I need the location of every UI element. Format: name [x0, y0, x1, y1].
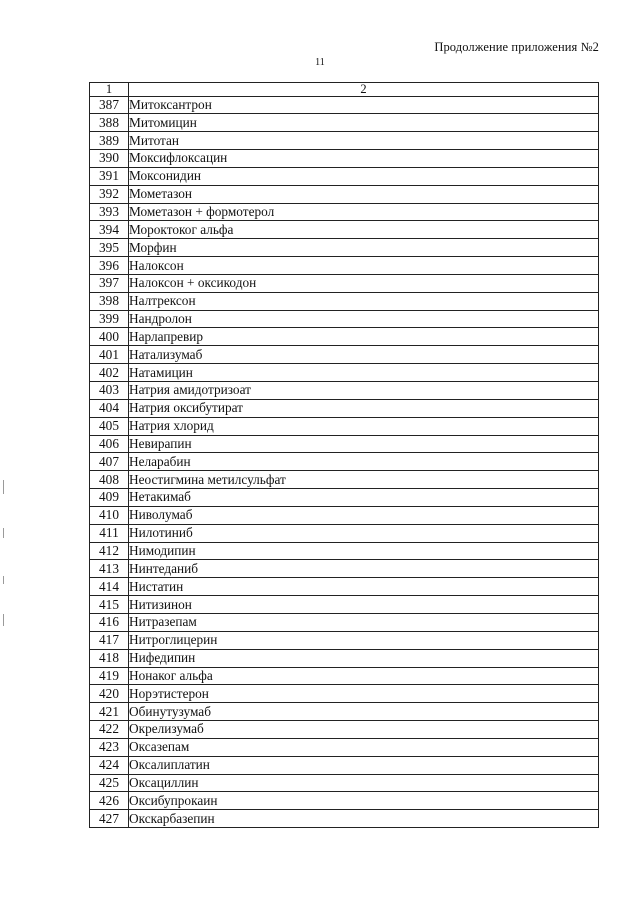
drug-name: Митомицин	[129, 114, 599, 132]
row-number: 407	[90, 453, 129, 471]
column-header-name: 2	[129, 83, 599, 97]
drug-name: Налоксон	[129, 257, 599, 275]
row-number: 401	[90, 346, 129, 364]
table-row	[90, 703, 599, 721]
drug-name: Натализумаб	[129, 346, 599, 364]
drug-name: Неларабин	[129, 453, 599, 471]
row-number: 411	[90, 524, 129, 542]
row-number: 427	[90, 810, 129, 828]
row-number: 389	[90, 132, 129, 150]
row-number: 404	[90, 399, 129, 417]
drug-name: Митоксантрон	[129, 96, 599, 114]
row-number: 400	[90, 328, 129, 346]
drug-name: Митотан	[129, 132, 599, 150]
drug-name: Нилотиниб	[129, 524, 599, 542]
drug-name: Натрия оксибутират	[129, 399, 599, 417]
drug-name: Нитроглицерин	[129, 631, 599, 649]
table-row	[90, 435, 599, 453]
table-row	[90, 792, 599, 810]
row-number: 405	[90, 417, 129, 435]
row-number: 417	[90, 631, 129, 649]
drug-name: Окскарбазепин	[129, 810, 599, 828]
row-number: 418	[90, 649, 129, 667]
row-number: 403	[90, 382, 129, 400]
row-number: 419	[90, 667, 129, 685]
drug-name: Налоксон + оксикодон	[129, 274, 599, 292]
table-row	[90, 257, 599, 275]
table-row	[90, 738, 599, 756]
row-number: 406	[90, 435, 129, 453]
table-row	[90, 810, 599, 828]
table-row	[90, 542, 599, 560]
row-number: 415	[90, 596, 129, 614]
drug-name: Натрия хлорид	[129, 417, 599, 435]
table-row	[90, 346, 599, 364]
table-row	[90, 150, 599, 168]
row-number: 392	[90, 185, 129, 203]
table-row	[90, 203, 599, 221]
drug-name: Нифедипин	[129, 649, 599, 667]
drug-name: Моксифлоксацин	[129, 150, 599, 168]
table-row	[90, 114, 599, 132]
page-number: 11	[315, 57, 325, 68]
row-number: 426	[90, 792, 129, 810]
drug-name: Нандролон	[129, 310, 599, 328]
table-row	[90, 560, 599, 578]
row-number: 412	[90, 542, 129, 560]
drug-name: Нинтеданиб	[129, 560, 599, 578]
drug-list-table	[89, 82, 599, 828]
row-number: 422	[90, 721, 129, 739]
drug-name: Оксациллин	[129, 774, 599, 792]
drug-name: Невирапин	[129, 435, 599, 453]
row-number: 424	[90, 756, 129, 774]
table-row	[90, 578, 599, 596]
drug-name: Натамицин	[129, 364, 599, 382]
drug-name: Морфин	[129, 239, 599, 257]
row-number: 408	[90, 471, 129, 489]
table-row	[90, 328, 599, 346]
table-row	[90, 310, 599, 328]
drug-name: Мометазон	[129, 185, 599, 203]
table-row	[90, 167, 599, 185]
table-row	[90, 417, 599, 435]
drug-name: Нистатин	[129, 578, 599, 596]
table-row	[90, 685, 599, 703]
row-number: 399	[90, 310, 129, 328]
row-number: 414	[90, 578, 129, 596]
table-row	[90, 721, 599, 739]
drug-name: Окрелизумаб	[129, 721, 599, 739]
table-row	[90, 221, 599, 239]
drug-name: Оксибупрокаин	[129, 792, 599, 810]
scan-margin-marks	[3, 480, 5, 630]
table-row	[90, 96, 599, 114]
row-number: 421	[90, 703, 129, 721]
table-row	[90, 292, 599, 310]
table-row	[90, 399, 599, 417]
row-number: 416	[90, 613, 129, 631]
drug-name: Оксалиплатин	[129, 756, 599, 774]
row-number: 409	[90, 489, 129, 507]
drug-name: Налтрексон	[129, 292, 599, 310]
row-number: 410	[90, 506, 129, 524]
table-row	[90, 756, 599, 774]
table-row	[90, 524, 599, 542]
drug-name: Нимодипин	[129, 542, 599, 560]
table-row	[90, 667, 599, 685]
drug-name: Моксонидин	[129, 167, 599, 185]
table-row	[90, 631, 599, 649]
drug-name: Нонаког альфа	[129, 667, 599, 685]
appendix-continuation-header: Продолжение приложения №2	[434, 40, 599, 54]
row-number: 402	[90, 364, 129, 382]
drug-name: Натрия амидотризоат	[129, 382, 599, 400]
drug-name: Нитизинон	[129, 596, 599, 614]
table-row	[90, 132, 599, 150]
drug-name: Оксазепам	[129, 738, 599, 756]
drug-name: Неостигмина метилсульфат	[129, 471, 599, 489]
row-number: 398	[90, 292, 129, 310]
table-row	[90, 185, 599, 203]
row-number: 388	[90, 114, 129, 132]
table-row	[90, 364, 599, 382]
drug-name: Нарлапревир	[129, 328, 599, 346]
row-number: 396	[90, 257, 129, 275]
drug-name: Ниволумаб	[129, 506, 599, 524]
table-row	[90, 453, 599, 471]
row-number: 413	[90, 560, 129, 578]
table-row	[90, 471, 599, 489]
drug-name: Нетакимаб	[129, 489, 599, 507]
table-row	[90, 506, 599, 524]
row-number: 423	[90, 738, 129, 756]
drug-name: Обинутузумаб	[129, 703, 599, 721]
row-number: 395	[90, 239, 129, 257]
table-row	[90, 274, 599, 292]
row-number: 420	[90, 685, 129, 703]
row-number: 425	[90, 774, 129, 792]
table-header-row	[90, 83, 599, 97]
drug-name: Мороктоког альфа	[129, 221, 599, 239]
column-header-number: 1	[90, 83, 129, 97]
row-number: 387	[90, 96, 129, 114]
table-row	[90, 649, 599, 667]
row-number: 397	[90, 274, 129, 292]
table-row	[90, 596, 599, 614]
drug-name: Мометазон + формотерол	[129, 203, 599, 221]
table-row	[90, 382, 599, 400]
row-number: 391	[90, 167, 129, 185]
table-row	[90, 489, 599, 507]
table-row	[90, 239, 599, 257]
table-row	[90, 613, 599, 631]
drug-name: Нитразепам	[129, 613, 599, 631]
row-number: 394	[90, 221, 129, 239]
table-body	[90, 83, 599, 828]
table-row	[90, 774, 599, 792]
drug-name: Норэтистерон	[129, 685, 599, 703]
row-number: 390	[90, 150, 129, 168]
row-number: 393	[90, 203, 129, 221]
